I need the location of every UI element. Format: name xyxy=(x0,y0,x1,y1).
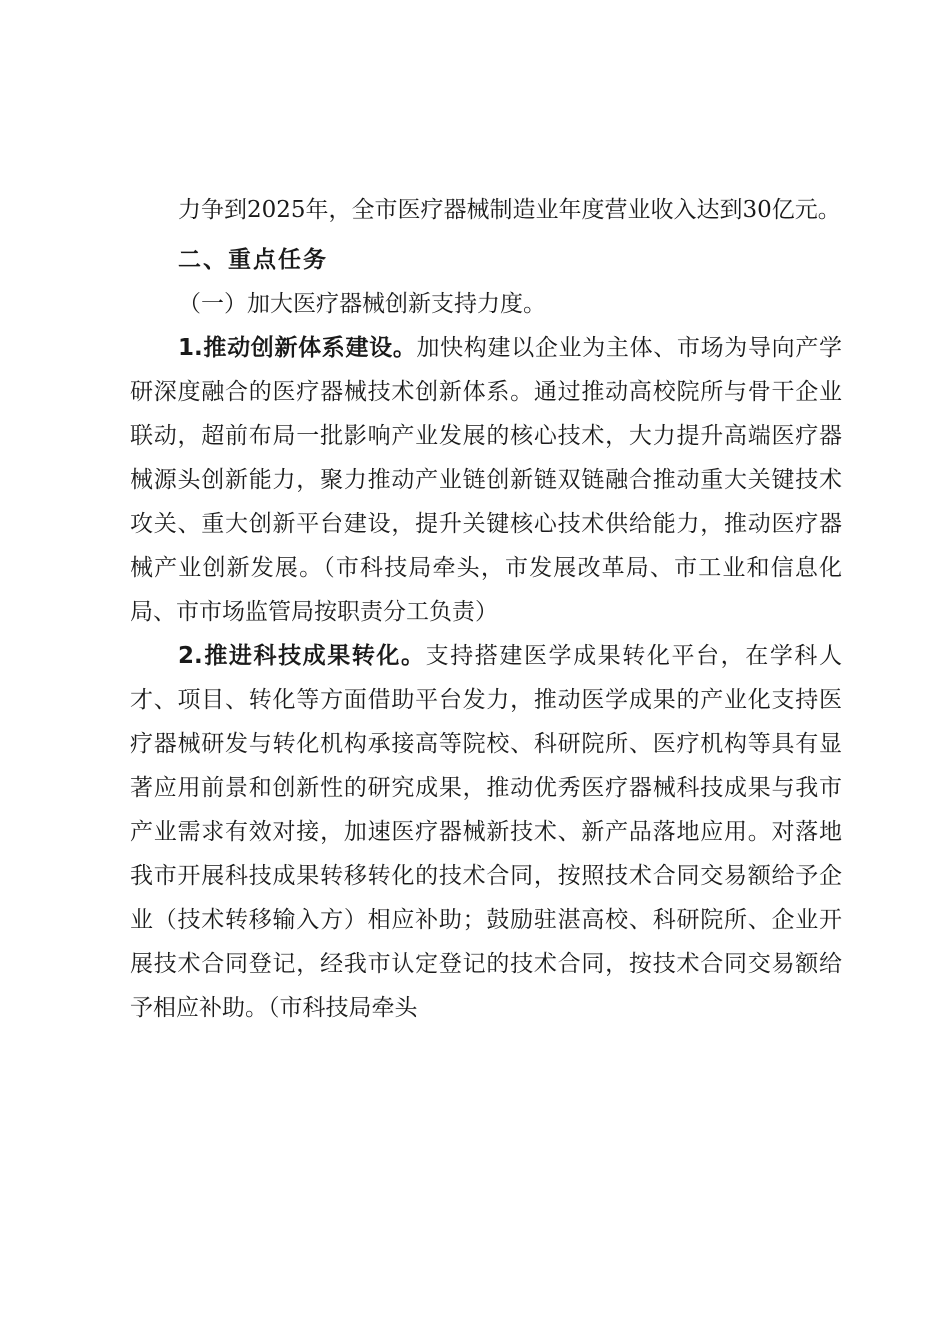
item-1-paragraph xyxy=(130,326,842,634)
item-2-body: 支持搭建医学成果转化平台，在学科人才、项目、转化等方面借助平台发力，推动医学成果的产业化支持医疗器械研发与转化机构承接高等院校、科研院所、医疗机构等具有显著应用前景和创新性的研究成果，推动优秀医疗器械科技成果与我市产业需求有效对接，加速医疗器械新技术、新产品落地应用。对落地我市开展科技成果转移转化的技术合同，按照技术合同交易额给予企业（技术转移输入方）相应补助；鼓励驻湛高校、科研院所、企业开展技术合同登记，经我市认定登记的技术合同，按技术合同交易额给予相应补助。（市科技局牵头 xyxy=(130,643,842,1021)
document-body xyxy=(130,188,842,1030)
item-2-paragraph xyxy=(130,634,842,1030)
section-heading: 二、重点任务 xyxy=(178,247,328,273)
item-1-lead: 1.推动创新体系建设。 xyxy=(178,335,417,361)
subsection-heading: （一）加大医疗器械创新支持力度。 xyxy=(178,291,546,317)
item-2-lead: 2.推进科技成果转化。 xyxy=(178,643,426,669)
target-paragraph: 力争到2025年，全市医疗器械制造业年度营业收入达到30亿元。 xyxy=(178,197,841,223)
item-1-body: 加快构建以企业为主体、市场为导向产学研深度融合的医疗器械技术创新体系。通过推动高校院所与骨干企业联动，超前布局一批影响产业发展的核心技术，大力提升高端医疗器械源头创新能力，聚力推动产业链创新链双链融合推动重大关键技术攻关、重大创新平台建设，提升关键核心技术供给能力，推动医疗器械产业创新发展。（市科技局牵头，市发展改革局、市工业和信息化局、市市场监管局按职责分工负责） xyxy=(130,335,842,625)
